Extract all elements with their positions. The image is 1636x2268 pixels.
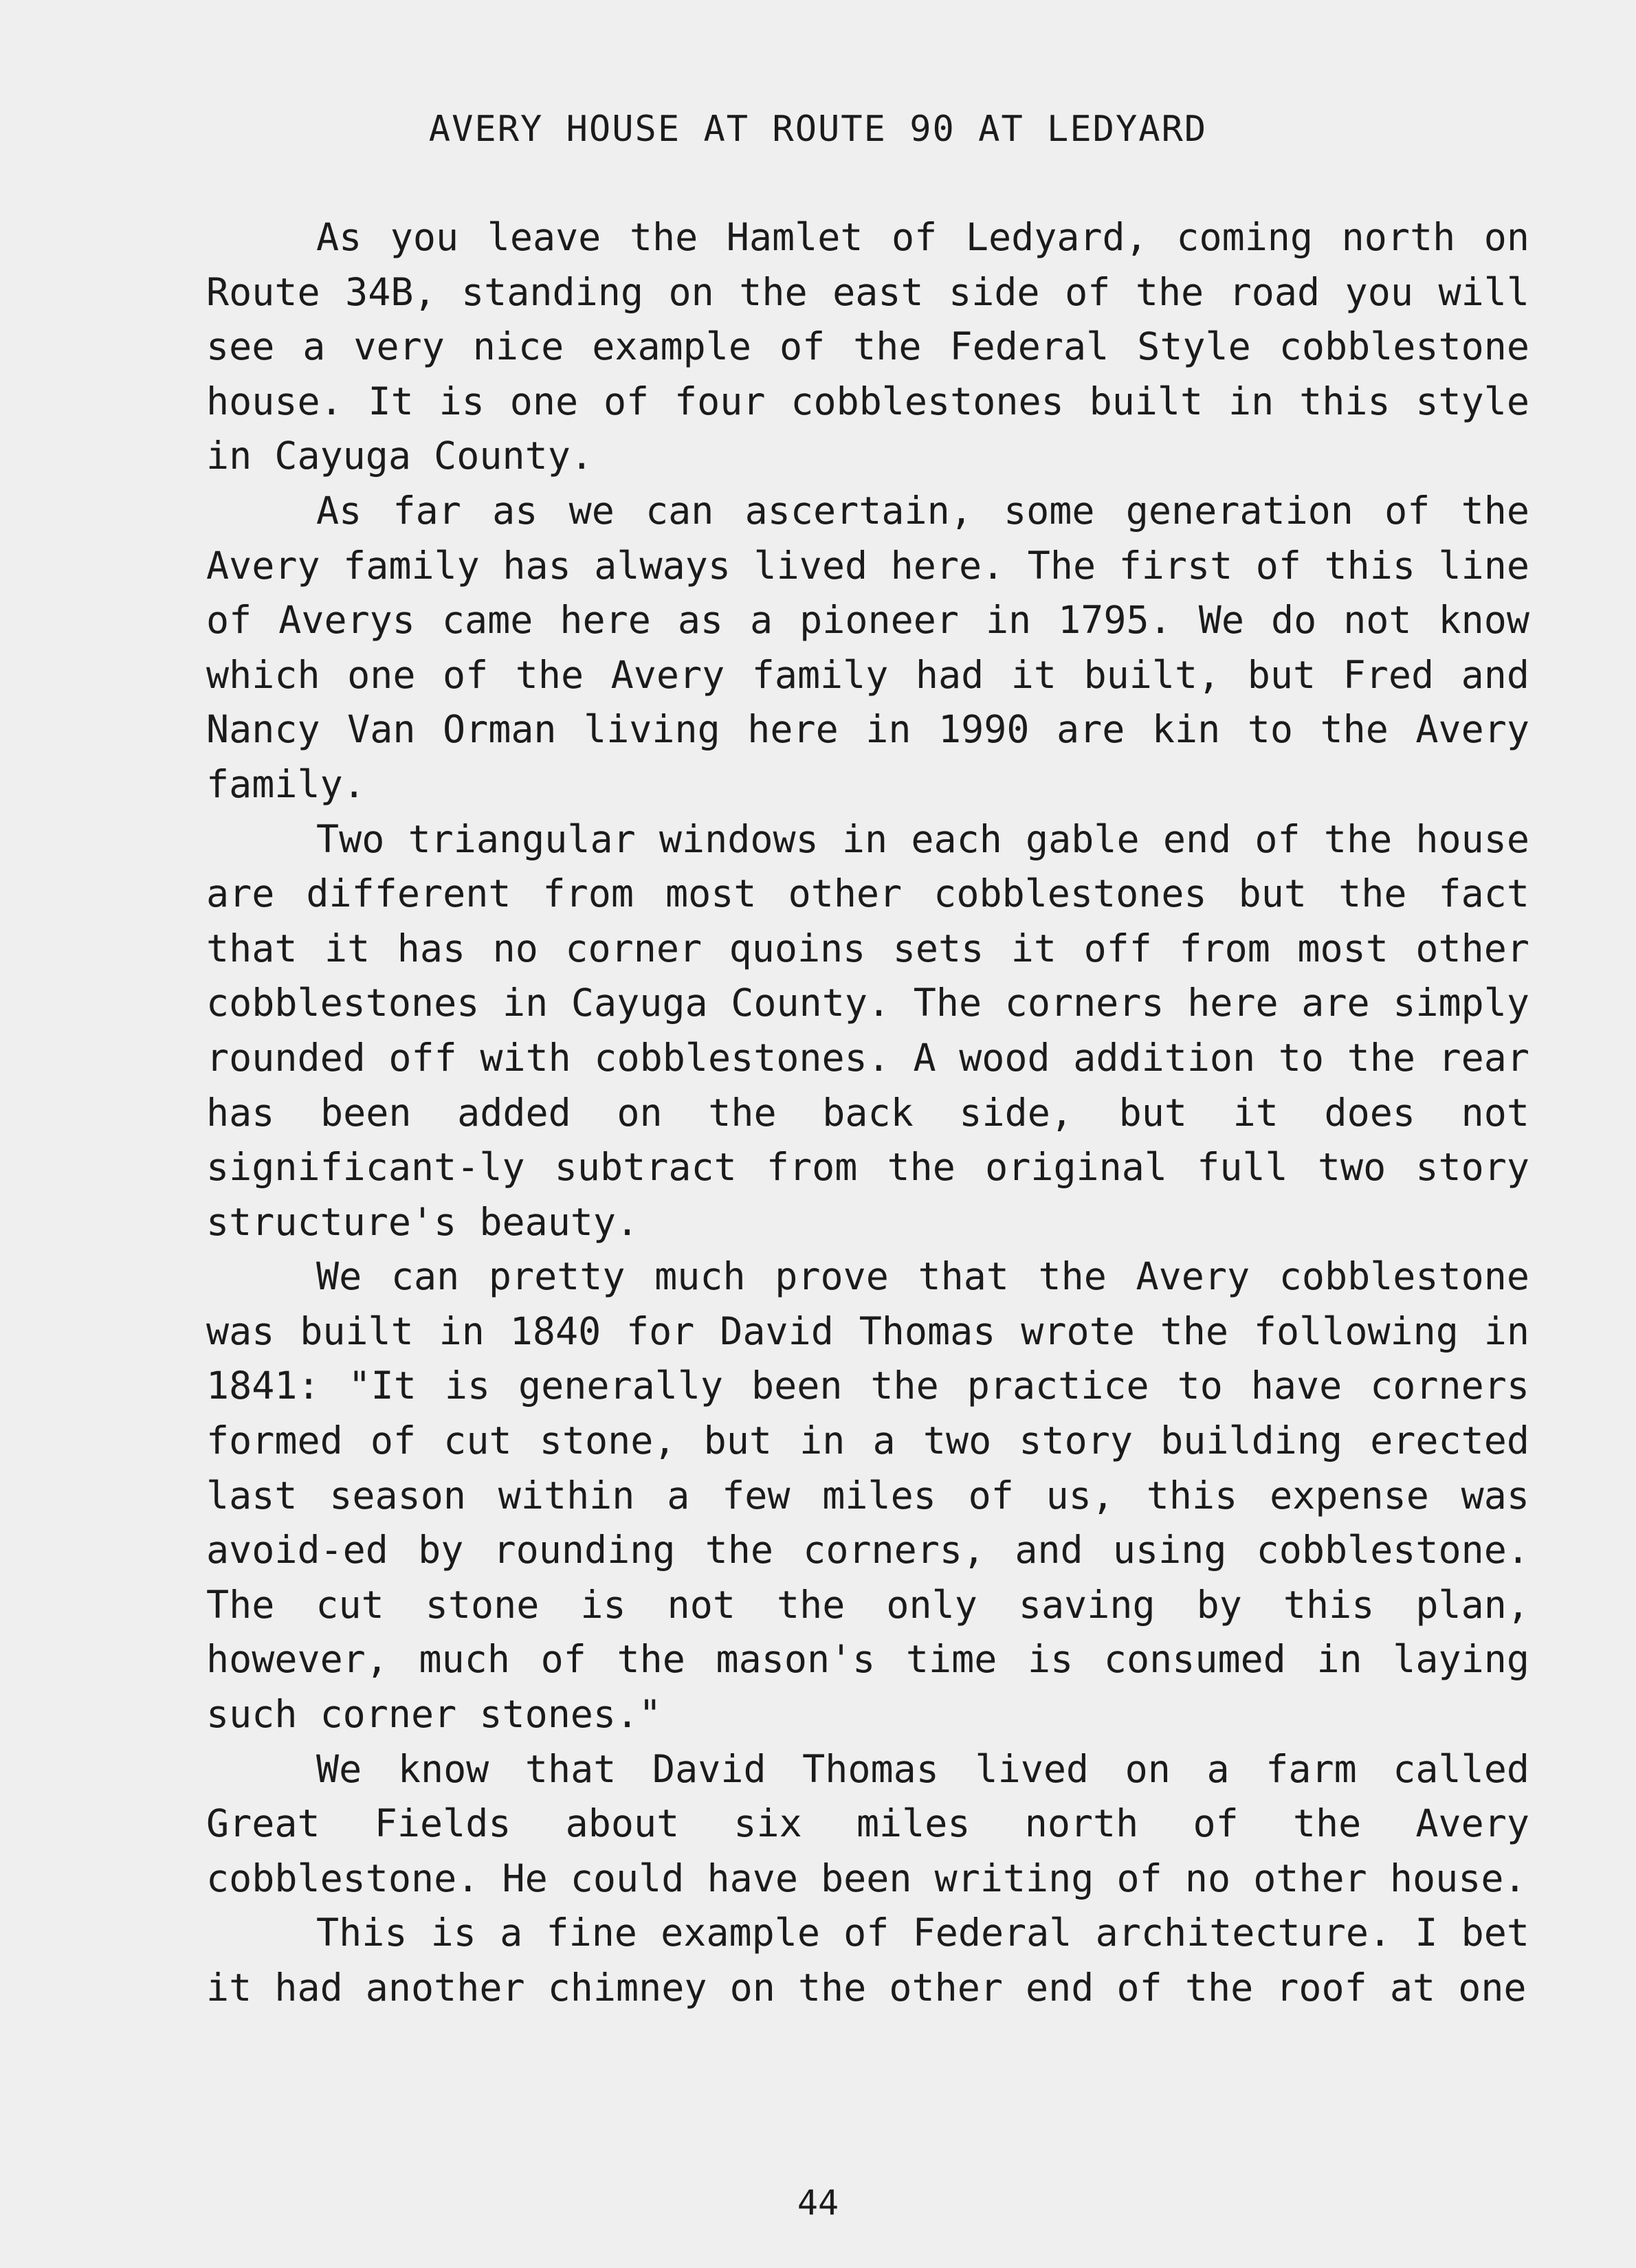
paragraph: We know that David Thomas lived on a farm called Great Fields about six miles north of the Avery cobblestone. He could have been writing of no other house. [206, 1746, 1529, 1900]
paragraph: As far as we can ascertain, some generation of the Avery family has always lived here. The first of this line of Averys came here as a pioneer in 1795. We do not know which one of the Avery family had it built, but Fred and Nancy Van Orman living here in 1990 are kin to the Avery family. [206, 488, 1529, 806]
paragraph: We can pretty much prove that the Avery cobblestone was built in 1840 for David Thomas wrote the following in 1841: "It is generally been the practice to have corners formed of cut stone, but in a two story building erected last season within a few miles of us, this expense was avoid-ed by rounding the corners, and using cobblestone. The cut stone is not the only saving by this plan, however, much of the mason's time is consumed in laying such corner stones." [206, 1254, 1529, 1737]
paragraph: Two triangular windows in each gable end of the house are different from most other cobblestones but the fact that it has no corner quoins sets it off from most other cobblestones in Cayuga County. The corners here are simply rounded off with cobblestones. A wood addition to the rear has been added on the back side, but it does not significant-ly subtract from the original full two story structure's beauty. [206, 816, 1529, 1244]
body-text [206, 210, 1529, 2016]
paragraph: This is a fine example of Federal architecture. I bet it had another chimney on the other end of the roof at one [206, 1911, 1529, 2010]
page-title: AVERY HOUSE AT ROUTE 90 AT LEDYARD [428, 109, 1208, 150]
page-number: 44 [797, 2183, 839, 2223]
paragraph: As you leave the Hamlet of Ledyard, coming north on Route 34B, standing on the east side of the road you will see a very nice example of the Federal Style cobblestone house. It is one of four cobblestones built in this style in Cayuga County. [206, 215, 1529, 478]
